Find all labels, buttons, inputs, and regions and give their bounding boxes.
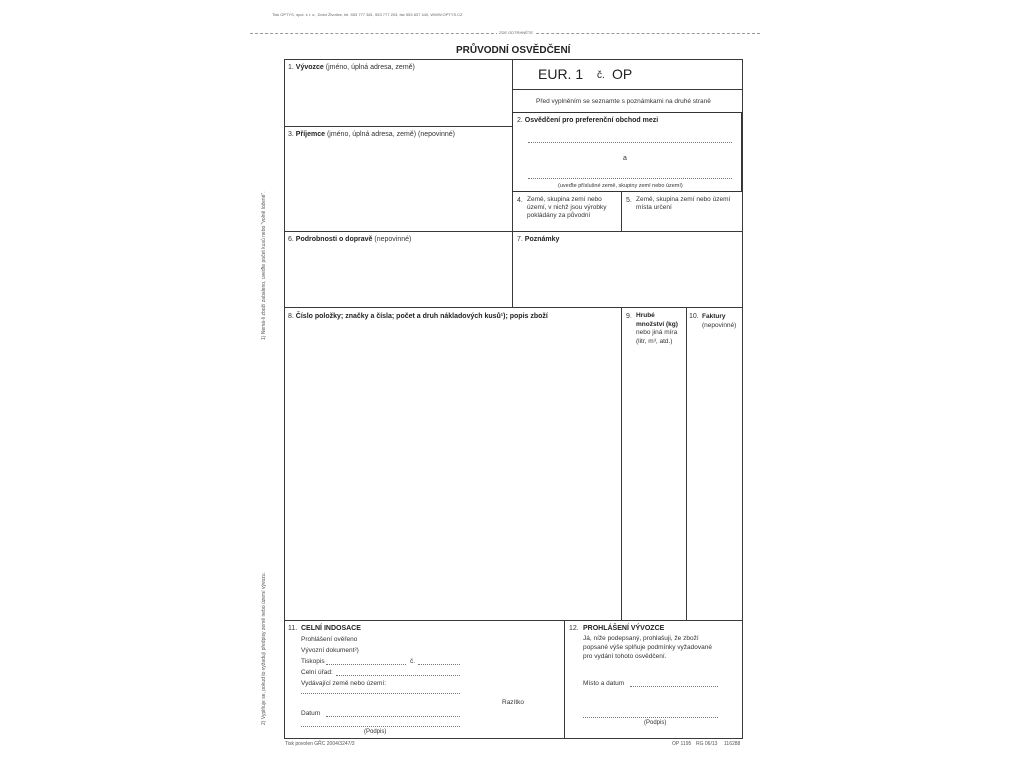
field-11-office-label: Celní úřad: — [301, 669, 333, 676]
field-9-number: 9. — [626, 313, 632, 320]
customs-signature-field[interactable] — [301, 718, 460, 728]
form-title: PRŮVODNÍ OSVĚDČENÍ — [456, 45, 571, 56]
declaration-line-1: Já, níže podepsaný, prohlašuji, že zboží — [583, 635, 699, 642]
field-7-label: 7. Poznámky — [517, 236, 560, 243]
field-4-label: 4. — [517, 197, 523, 204]
instruction-text: Před vyplněním se seznamte s poznámkami na druhé straně — [536, 98, 711, 105]
footer-left: Tisk povolen GŘC 2004/3247/3 — [285, 741, 355, 747]
side-note-1: 1) Nemá-li zboží zabaleno, uveďte počet kusů nebo "volně ložené". — [261, 191, 267, 340]
number-prefix: č. — [597, 70, 605, 81]
field-11-line-2: Vývozní dokument²) — [301, 647, 359, 654]
field-5-number: 5. — [626, 197, 632, 204]
preference-country-b-field[interactable] — [528, 165, 732, 179]
op-label: OP — [612, 66, 633, 82]
field-11-no-label: č. — [410, 658, 416, 665]
dotted-line — [583, 717, 718, 718]
invoices-field[interactable] — [688, 334, 741, 618]
field-2-label: 2. Osvědčení pro preferenční obchod mezi — [517, 117, 659, 124]
consignee-field[interactable] — [286, 144, 510, 229]
field-11-line-1: Prohlášení ověřeno — [301, 636, 358, 643]
preference-country-a-field[interactable] — [528, 130, 732, 144]
field-6-label: 6. Podrobnosti o dopravě (nepovinné) — [288, 236, 412, 243]
divider — [621, 192, 622, 231]
tear-here-label: ZDE ODTRHNĚTE — [499, 30, 533, 35]
form-field[interactable] — [326, 655, 406, 665]
footer-code-2: RG 06/13 — [696, 741, 718, 747]
field-9-label: Hrubé množství (kg) nebo jiná míra (litr, m³, atd.) — [636, 312, 678, 345]
field-5-text: Země, skupina zemí nebo území místa určení — [636, 196, 731, 211]
divider — [284, 231, 743, 232]
field-11-date-label: Datum — [301, 710, 321, 717]
publisher-line: Tisk OPTYS, spol. s r. o., Dolní Životice, tel. 553 777 381, 553 777 203, fax 553 637 440, WWW.OPTYS.CZ — [272, 12, 463, 17]
field-12-sign-label: (Podpis) — [644, 720, 667, 726]
divider — [284, 620, 743, 621]
field-4-text: Země, skupina zemí nebo území, v nichž jsou výrobky pokládány za původní — [527, 196, 607, 219]
field-2-note: (uveďte příslušné země, skupiny zemí nebo území) — [558, 183, 683, 189]
field-11-title: CELNÍ INDOSACE — [301, 625, 361, 632]
divider — [284, 126, 513, 127]
issuing-country-field[interactable] — [301, 684, 460, 694]
field-1-label: 1. Vývozce (jméno, úplná adresa, země) — [288, 64, 415, 71]
field-11-sign-label: (Podpis) — [364, 729, 387, 735]
goods-description-field[interactable] — [286, 326, 619, 618]
eur1-label: EUR. 1 — [538, 66, 584, 82]
divider — [284, 307, 743, 308]
stamp-label: Razítko — [502, 699, 525, 706]
certificate-number-field[interactable] — [629, 67, 739, 85]
field-10-label: Faktury (nepovinné) — [702, 313, 737, 329]
place-date-label: Místo a datum — [583, 680, 625, 687]
customs-date-field[interactable] — [326, 707, 460, 717]
transport-details-field[interactable] — [286, 248, 510, 305]
divider — [512, 89, 743, 90]
form-number-field[interactable] — [418, 655, 460, 665]
footer-code-3: 116288 — [724, 741, 741, 747]
field-12-title: PROHLÁŠENÍ VÝVOZCE — [583, 625, 665, 632]
divider — [686, 307, 687, 620]
field-11-number: 11. — [288, 625, 298, 632]
place-date-field[interactable] — [630, 677, 718, 687]
field-11-country-label: Vydávající země nebo území: — [301, 680, 387, 687]
divider — [564, 620, 565, 739]
exporter-field[interactable] — [286, 76, 510, 124]
remarks-field[interactable] — [514, 248, 741, 305]
gross-mass-field[interactable] — [623, 352, 684, 618]
field-2-and: a — [623, 155, 627, 162]
field-8-label: 8. Číslo položky; značky a čísla; počet a druh nákladových kusů¹); popis zboží — [288, 313, 548, 320]
field-12-number: 12. — [569, 625, 579, 632]
divider — [621, 307, 622, 620]
field-11-form-label: Tiskopis — [301, 658, 325, 665]
exporter-signature-field[interactable] — [583, 705, 718, 717]
customs-office-field[interactable] — [336, 666, 460, 676]
declaration-line-2: popsané výše splňuje podmínky vyžadované — [583, 644, 712, 651]
side-note-2: 2) Vyplňuje se, pokud to vyžadují předpisy země nebo území vývozu. — [261, 572, 267, 725]
field-10-number: 10. — [689, 313, 699, 320]
footer-code-1: OP 1195 — [672, 741, 692, 747]
declaration-line-3: pro vydání tohoto osvědčení. — [583, 653, 667, 660]
field-3-label: 3. Příjemce (jméno, úplná adresa, země) (nepovinné) — [288, 131, 455, 138]
